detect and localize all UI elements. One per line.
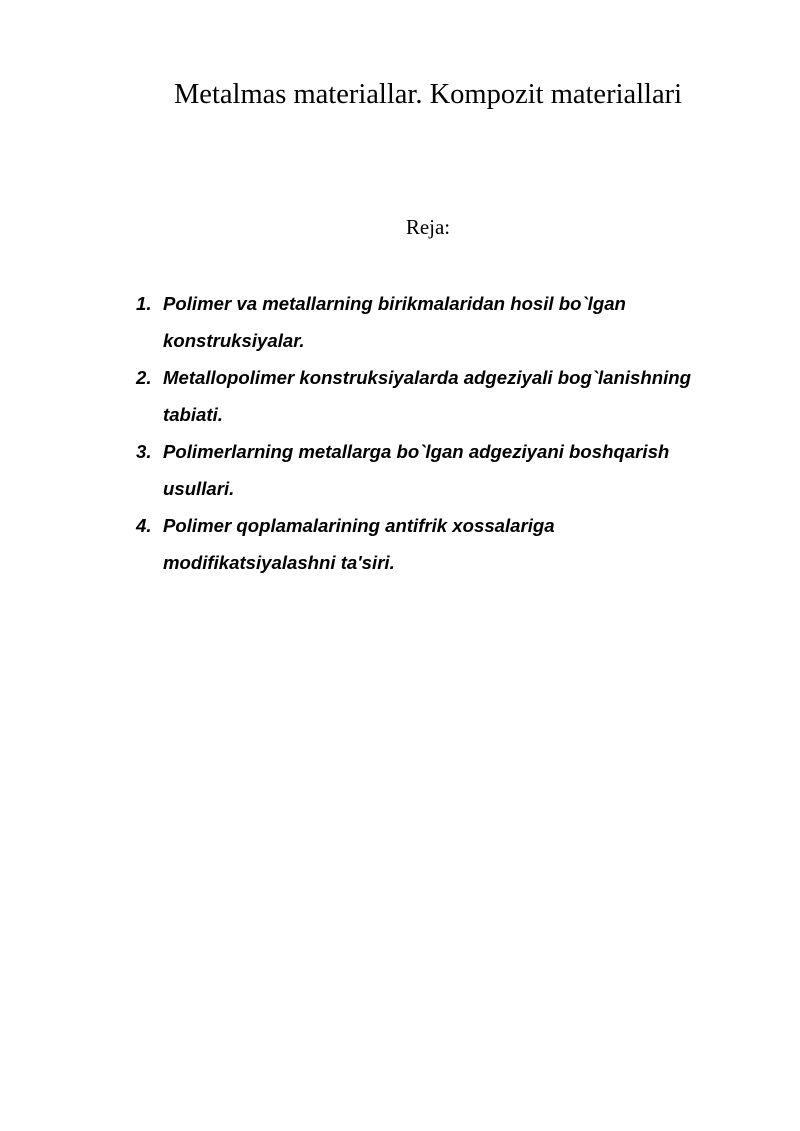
plan-item-line: tabiati. bbox=[163, 404, 223, 425]
page-title: Metalmas materiallar. Kompozit materiallari bbox=[173, 79, 683, 110]
plan-item-number: 3. bbox=[136, 441, 152, 462]
plan-item-line: modifikatsiyalashni ta'siri. bbox=[163, 552, 395, 573]
plan-item-number: 1. bbox=[136, 293, 152, 314]
plan-item-number: 2. bbox=[136, 367, 152, 388]
plan-item-line: usullari. bbox=[163, 478, 235, 499]
plan-item-line: Metallopolimer konstruksiyalarda adgeziyali bog`lanishning bbox=[163, 367, 691, 388]
plan-item-4 bbox=[136, 507, 716, 581]
plan-heading: Reja: bbox=[405, 215, 451, 239]
plan-item-2 bbox=[136, 359, 716, 433]
plan-item-line: Polimerlarning metallarga bo`lgan adgeziyani boshqarish bbox=[163, 441, 670, 462]
plan-item-line: konstruksiyalar. bbox=[163, 330, 305, 351]
plan-item-number: 4. bbox=[136, 515, 152, 536]
plan-item-1 bbox=[136, 285, 716, 359]
plan-list bbox=[136, 285, 716, 581]
plan-item-line: Polimer qoplamalarining antifrik xossalariga bbox=[163, 515, 555, 536]
plan-item-text bbox=[163, 433, 716, 507]
plan-item-text bbox=[163, 507, 716, 581]
plan-item-text bbox=[163, 359, 716, 433]
plan-item-line: Polimer va metallarning birikmalaridan hosil bo`lgan bbox=[163, 293, 626, 314]
plan-item-3 bbox=[136, 433, 716, 507]
plan-item-text bbox=[163, 285, 716, 359]
